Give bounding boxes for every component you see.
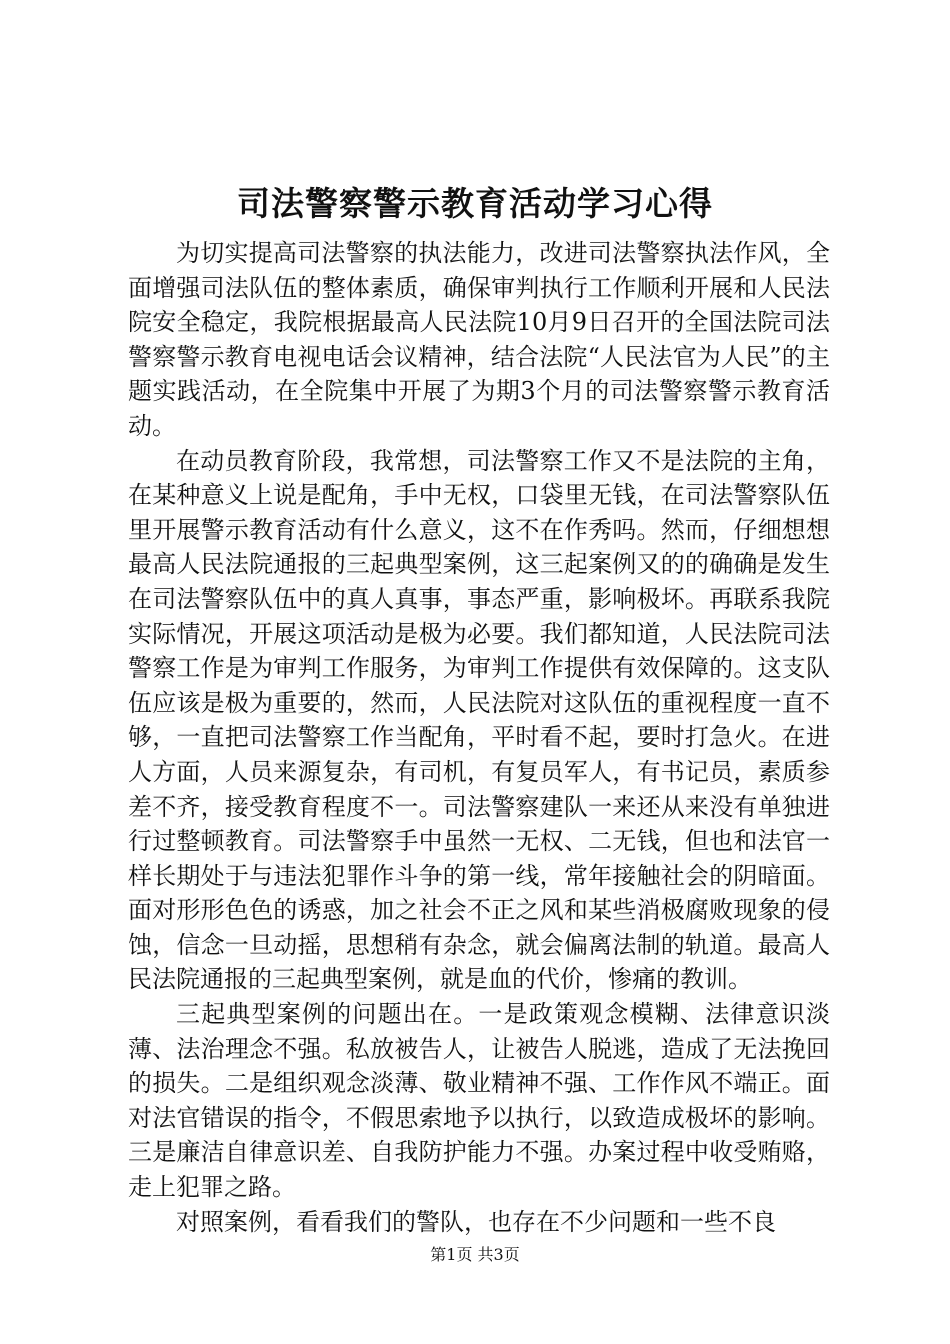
document-title: 司法警察警示教育活动学习心得	[237, 184, 713, 223]
paragraph-4: 对照案例，看看我们的警队，也存在不少问题和一些不良	[176, 1207, 776, 1236]
paragraph-3: 三起典型案例的问题出在。一是政策观念模糊、法律意识淡薄、法治理念不强。私放被告人，让被告人脱逃，造成了无法挽回的损失。二是组织观念淡薄、敬业精神不强、工作作风不端正。面对法官错误的指令，不假思索地予以执行，以致造成极坏的影响。三是廉洁自律意识差、自我防护能力不强。办案过程中收受贿赂，走上犯罪之路。	[128, 1000, 830, 1202]
page-number-footer: 第1页 共3页	[430, 1245, 520, 1264]
paragraph-1: 为切实提高司法警察的执法能力，改进司法警察执法作风，全面增强司法队伍的整体素质，确保审判执行工作顺利开展和人民法院安全稳定，我院根据最高人民法院10月9日召开的全国法院司法警察警示教育电视电话会议精神，结合法院“人民法官为人民”的主题实践活动，在全院集中开展了为期3个月的司法警察警示教育活动。	[128, 239, 830, 440]
document-body	[128, 236, 830, 1239]
paragraph-2: 在动员教育阶段，我常想，司法警察工作又不是法院的主角，在某种意义上说是配角，手中无权，口袋里无钱，在司法警察队伍里开展警示教育活动有什么意义，这不在作秀吗。然而，仔细想想最高人民法院通报的三起典型案例，这三起案例又的的确确是发生在司法警察队伍中的真人真事，事态严重，影响极坏。再联系我院实际情况，开展这项活动是极为必要。我们都知道，人民法院司法警察工作是为审判工作服务，为审判工作提供有效保障的。这支队伍应该是极为重要的，然而，人民法院对这队伍的重视程度一直不够，一直把司法警察工作当配角，平时看不起，要时打急火。在进人方面，人员来源复杂，有司机，有复员军人，有书记员，素质参差不齐，接受教育程度不一。司法警察建队一来还从来没有单独进行过整顿教育。司法警察手中虽然一无权、二无钱，但也和法官一样长期处于与违法犯罪作斗争的第一线，常年接触社会的阴暗面。面对形形色色的诱惑，加之社会不正之风和某些消极腐败现象的侵蚀，信念一旦动摇，思想稍有杂念，就会偏离法制的轨道。最高人民法院通报的三起典型案例，就是血的代价，惨痛的教训。	[128, 446, 830, 994]
